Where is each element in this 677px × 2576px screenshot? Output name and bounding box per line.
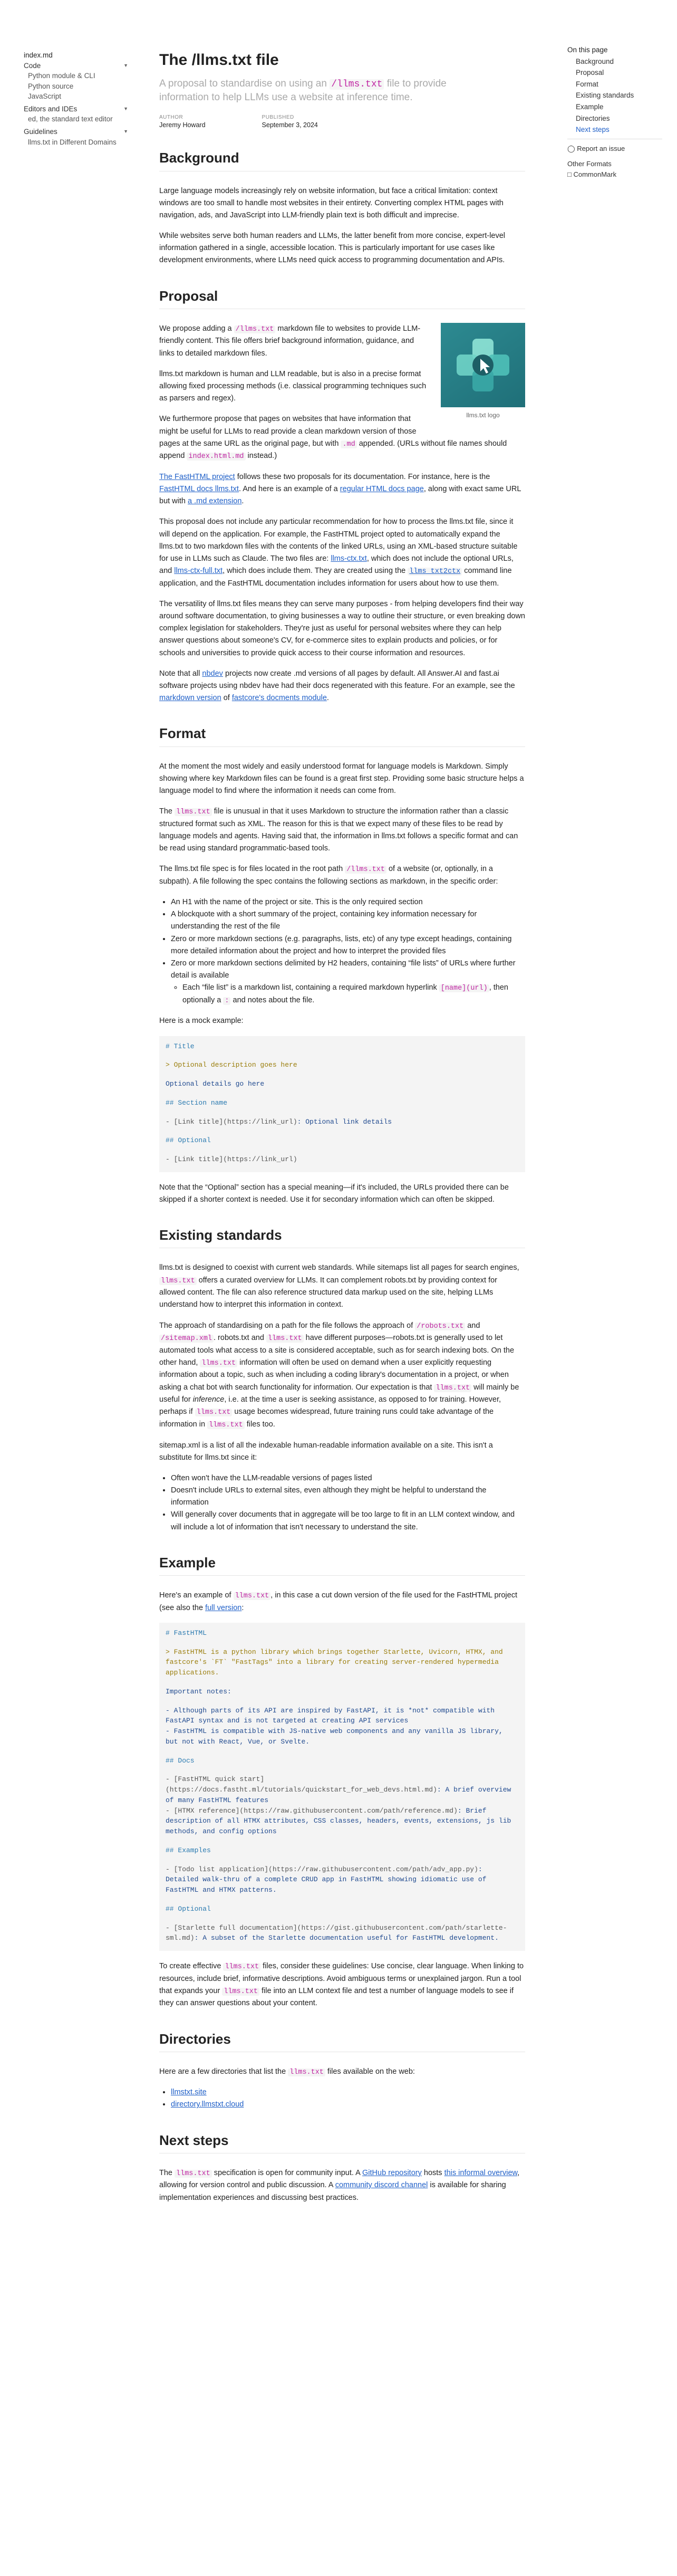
link-nbdev[interactable]: nbdev	[202, 669, 223, 678]
text: markdown file to websites to provide LLM-friendly content. This file offers brief background information, guidance, and links to detailed markdown files.	[159, 324, 421, 358]
text: command line application, and the FastHTML documentation includes information for users about how to use them.	[159, 567, 512, 588]
heading-next-steps: Next steps	[159, 2132, 525, 2153]
text: Zero or more markdown sections delimited by H2 headers, containing “file lists” of URLs where further detail is available	[171, 959, 516, 980]
subtitle-text: file to provide information to help LLMs use a website at inference time.	[159, 78, 447, 103]
text: To create effective	[159, 1962, 221, 1970]
text: .	[241, 497, 244, 506]
code-link: - [Starlette full documentation](https://gist.githubusercontent.com/path/starlette-sml.md)	[166, 1923, 507, 1942]
inline-code: llms.txt	[175, 808, 212, 816]
text: of a website (or, optionally, in a subpath). A file following the spec contains the following sections as markdown, in the specific order:	[159, 865, 498, 886]
author-label: AUTHOR	[159, 114, 183, 120]
paragraph: At the moment the most widely and easily understood format for language models is Markdown. Simply showing where key Markdown files can be found is a great first step. Providing some basic structure helps a language model to find where the information it needs can come from.	[159, 762, 524, 795]
format-list	[171, 896, 525, 1007]
link-markdown-version[interactable]: markdown version	[159, 694, 221, 703]
page-title: The /llms.txt file	[159, 51, 279, 69]
code-block-mock	[159, 1036, 525, 1172]
commonmark-link[interactable]	[567, 169, 662, 180]
text: of	[223, 694, 230, 703]
inline-code: llms.txt	[175, 2170, 212, 2178]
text: file into an LLM context file and test a number of language models to see if they can answer questions about your content.	[159, 1986, 514, 2008]
subtitle-text: A proposal to standardise on using an	[159, 78, 327, 89]
logo-icon	[451, 333, 515, 397]
toc-item-directories[interactable]: Directories	[576, 114, 610, 122]
code-block-example	[159, 1623, 525, 1951]
code-line: ## Optional	[166, 1136, 211, 1145]
code-line: ## Optional	[166, 1904, 211, 1913]
text: The llms.txt file spec is for files located in the root path	[159, 865, 343, 874]
sidebar-section-code[interactable]	[24, 61, 129, 71]
code-link: - [HTMX reference](https://raw.githubusercontent.com/path/reference.md)	[166, 1806, 458, 1815]
inline-code: llms.txt	[207, 1421, 245, 1429]
list-item: • Zero or more markdown sections (e.g. paragraphs, lists, etc) of any type except headings, containing more detailed information about the project and how to interpret the provided files	[171, 933, 525, 957]
toc-item-proposal[interactable]: Proposal	[576, 69, 604, 77]
code-line	[166, 1806, 519, 1837]
paragraph	[159, 413, 525, 463]
link-md-extension[interactable]: a .md extension	[188, 497, 242, 506]
code-note: : A brief overview of many FastHTML features	[166, 1786, 516, 1804]
text: We propose adding a	[159, 324, 232, 333]
code-link: - [FastHTML quick start](https://docs.fastht.ml/tutorials/quickstart_for_web_devs.html.md)	[166, 1775, 437, 1794]
code-line: - [Link title](https://link_url)	[166, 1155, 297, 1164]
code-line: ## Examples	[166, 1846, 211, 1854]
page-subtitle	[159, 77, 486, 104]
paragraph	[159, 1262, 525, 1311]
inline-code: /robots.txt	[415, 1323, 465, 1330]
text: , i.e. at the time a user is seeking assistance, as opposed to for training. However, perhaps if	[159, 1395, 501, 1416]
text: projects now create .md versions of all pages by default. All Answer.AI and fast.ai software projects using nbdev have had their docs regenerated with this feature. For an example, see the	[159, 669, 515, 690]
text: files available on the web:	[327, 2067, 415, 2076]
paragraph: sitemap.xml is a list of all the indexable human-readable information available on a site. This isn't a substitute for llms.txt since it:	[159, 1441, 493, 1462]
code-line: Optional details go here	[166, 1080, 265, 1088]
directories-list	[171, 2086, 525, 2111]
text: , allowing for version control and public discussion. A	[159, 2168, 520, 2190]
link-llms-ctx[interactable]: llms-ctx.txt	[331, 554, 367, 563]
inline-code: llms.txt	[288, 2069, 325, 2076]
inline-code: llms.txt	[223, 1963, 260, 1971]
commonmark-label: CommonMark	[573, 170, 617, 179]
text: and	[467, 1321, 480, 1330]
link-fastcore-docments[interactable]: fastcore's docments module	[231, 694, 327, 703]
inline-code: :	[223, 997, 230, 1005]
code-note: : Brief description of all HTMX attributes, CSS classes, headers, events, extensions, js lib methods, and config options	[166, 1806, 516, 1835]
paragraph	[159, 1320, 525, 1431]
link-llmstxt-site[interactable]: llmstxt.site	[171, 2088, 207, 2097]
text: have different purposes—robots.txt is generally used to let automated tools what access to a site is considered acceptable, such as for search indexing bots. On the other hand,	[159, 1334, 515, 1367]
code-line: - FastHTML is compatible with JS-native web components and any vanilla JS library, but not with React, Vue, or Svelte.	[166, 1727, 507, 1746]
text: inference	[192, 1395, 225, 1404]
text: and notes about the file.	[233, 995, 315, 1004]
code-line	[166, 1864, 519, 1895]
inline-code: [name](url)	[439, 984, 489, 992]
link-directory-llmstxt-cloud[interactable]: directory.llmstxt.cloud	[171, 2100, 244, 2109]
text: information will often be used on demand when a user explicitly requesting information about a topic, such as when including a coding library's documentation in a project, or when asking a chat bot with search functionality for information. Our expectation is that	[159, 1358, 509, 1392]
link-llms-ctx-full[interactable]: llms-ctx-full.txt	[174, 567, 223, 576]
inline-code: llms.txt	[195, 1409, 233, 1416]
text: , in this case a cut down version of the file used for the FastHTML project (see also the	[159, 1591, 517, 1612]
text: . robots.txt and	[214, 1334, 264, 1343]
code-note: : Optional link details	[297, 1117, 392, 1126]
inline-code: .md	[341, 440, 356, 448]
text: llms.txt is designed to coexist with current web standards. While sitemaps list all pages for search engines,	[159, 1263, 519, 1272]
paragraph	[159, 1589, 525, 1614]
inline-code: llms.txt	[222, 1988, 259, 1996]
text: .	[326, 694, 329, 703]
list-item	[182, 982, 525, 1007]
paragraph	[159, 2167, 525, 2204]
list-item: • Often won't have the LLM-readable versions of pages listed	[171, 1472, 525, 1485]
llms-txt-logo	[441, 323, 525, 407]
report-issue-label: Report an issue	[577, 144, 625, 152]
code-line: # FastHTML	[166, 1629, 207, 1637]
sidebar-item-index[interactable]: index.md	[24, 51, 53, 59]
published-date: September 3, 2024	[262, 121, 318, 129]
paragraph	[159, 516, 525, 590]
text: This proposal does not include any particular recommendation for how to process the llms.txt file, since it will depend on the application. For example, the FastHTML project opted to automatically expand the llms.txt to two markdown files with the contents of the linked URLs, using an XML-based structure suitable for use in LLMs such as Claude. The two files are:	[159, 518, 518, 563]
code-line: ## Section name	[166, 1098, 228, 1107]
heading-background: Background	[159, 150, 525, 171]
text: Here are a few directories that list the	[159, 2067, 286, 2076]
sidebar-section-guidelines[interactable]	[24, 127, 129, 137]
list-item	[171, 2086, 525, 2099]
sidebar-item-ed[interactable]: ed, the standard text editor	[28, 115, 113, 123]
heading-existing-standards: Existing standards	[159, 1227, 525, 1248]
github-icon: ◯	[567, 144, 575, 152]
code-line	[166, 1923, 519, 1944]
inline-code: /sitemap.xml	[159, 1335, 214, 1343]
paragraph	[159, 668, 525, 705]
list-item: • A blockquote with a short summary of the project, containing key information necessary for understanding the rest of the file	[171, 908, 525, 933]
toc-item-format[interactable]: Format	[576, 80, 598, 88]
link-github-repository[interactable]: GitHub repository	[362, 2168, 422, 2177]
other-formats-title: Other Formats	[567, 159, 612, 168]
paragraph	[159, 1960, 525, 2010]
code-link: - [Link title](https://link_url)	[166, 1117, 297, 1126]
code-line: > FastHTML is a python library which brings together Starlette, Uvicorn, HTMX, and fastcore's `FT` "FastTags" into a library for creating server-rendered hypermedia applications.	[166, 1648, 507, 1677]
toc-item-background[interactable]: Background	[576, 57, 614, 65]
heading-directories: Directories	[159, 2031, 525, 2052]
sidebar-section-label: Code	[24, 61, 41, 70]
link-fasthtml-project[interactable]: The FastHTML project	[159, 472, 235, 481]
link-community-discord[interactable]: community discord channel	[335, 2181, 428, 2190]
text: hosts	[423, 2168, 442, 2177]
inline-code: /llms.txt	[330, 79, 384, 90]
sidebar-item-javascript[interactable]: JavaScript	[28, 92, 62, 101]
toc-item-example[interactable]: Example	[576, 102, 604, 111]
heading-example: Example	[159, 1555, 525, 1576]
text: Note that all	[159, 669, 200, 678]
text: :	[241, 1603, 244, 1612]
text: file is unusual in that it uses Markdown to structure the information rather than a classic structured format such as XML. The reason for this is that we expect many of these files to be read by language models and agents. Having said that, the information in llms.txt follows a specific format and can be read using standard programmatic-based tools.	[159, 807, 518, 853]
published-block	[262, 114, 318, 130]
sitemap-list	[171, 1472, 525, 1534]
code-note: : A subset of the Starlette documentation useful for FastHTML development.	[194, 1934, 499, 1942]
heading-proposal: Proposal	[159, 288, 525, 309]
text: instead.)	[247, 452, 277, 461]
logo-figure	[441, 323, 525, 420]
paragraph	[159, 806, 525, 855]
text: files, consider these guidelines: Use concise, clear language. When linking to resources, include brief, informative descriptions. Avoid ambiguous terms or unexplained jargon. Run a tool that expands your	[159, 1962, 524, 1995]
code-line	[166, 1117, 519, 1127]
text: will mainly be useful for	[159, 1383, 519, 1404]
author-name: Jeremy Howard	[159, 121, 206, 129]
code-note: : Detailed walk-thru of a complete CRUD app in FastHTML showing idiomatic use of FastHTML and HTMX patterns.	[166, 1865, 491, 1894]
code-line: > Optional description goes here	[166, 1061, 297, 1069]
toc-item-existing-standards[interactable]: Existing standards	[576, 91, 634, 100]
text: , then optionally a	[182, 983, 508, 1004]
heading-format: Format	[159, 725, 525, 746]
list-item: • An H1 with the name of the project or site. This is the only required section	[171, 896, 525, 908]
list-item: • Will generally cover documents that in aggregate will be too large to fit in an LLM context window, and will include a lot of information that isn't necessary to understand the site.	[171, 1509, 525, 1533]
code-line: - Although parts of its API are inspired by FastAPI, it is *not* compatible with FastAPI syntax and is not targeted at creating API services	[166, 1706, 499, 1725]
paragraph: Note that the “Optional” section has a special meaning—if it's included, the URLs provided there can be skipped if a shorter context is needed. Use it for secondary information which can often be skipped.	[159, 1183, 509, 1204]
text: files too.	[246, 1420, 275, 1429]
code-line: # Title	[166, 1042, 195, 1050]
text: We furthermore propose that pages on websites that have information that might be useful for LLMs to read provide a clean markdown version of those pages at the same URL as the original page, but with	[159, 415, 417, 448]
link-llms-txt2ctx[interactable]: llms_txt2ctx	[408, 568, 462, 576]
paragraph	[159, 863, 525, 888]
inline-code: llms.txt	[234, 1592, 271, 1600]
text: follows these two proposals for its documentation. For instance, here is the	[237, 472, 490, 481]
sidebar-item-python-module[interactable]: Python module & CLI	[28, 72, 95, 80]
inline-code: llms.txt	[200, 1359, 237, 1367]
main-content	[159, 51, 525, 2213]
text: specification is open for community input. A	[214, 2168, 360, 2177]
link-full-version[interactable]: full version	[205, 1603, 242, 1612]
paragraph: While websites serve both human readers and LLMs, the latter benefit from more concise, expert-level information gathered in a single, accessible location. This is particularly important for use cases like development environments, where LLMs need quick access to programming documentation and APIs.	[159, 232, 506, 265]
inline-code: /llms.txt	[345, 866, 386, 874]
code-line: Important notes:	[166, 1687, 231, 1696]
paragraph: Large language models increasingly rely on website information, but face a critical limitation: context windows are too small to handle most websites in their entirety. Converting complex HTML pages with navigation, ads, and JavaScript into LLM-friendly plain text is both difficult and imprecise.	[159, 186, 504, 219]
list-item	[171, 957, 525, 1007]
list-item	[171, 2099, 525, 2111]
code-line	[166, 1774, 519, 1805]
paragraph	[159, 471, 525, 508]
inline-code: /llms.txt	[234, 325, 276, 333]
text: Each “file list” is a markdown list, containing a required markdown hyperlink	[182, 983, 437, 992]
paragraph: Here is a mock example:	[159, 1017, 244, 1026]
paragraph: llms.txt markdown is human and LLM readable, but is also in a precise format allowing fixed processing methods (i.e. classical programming techniques such as parsers and regex).	[159, 369, 427, 403]
chevron-down-icon: ▼	[123, 106, 128, 112]
table-of-contents	[567, 44, 662, 180]
toc-title: On this page	[567, 46, 608, 54]
inline-code: index.html.md	[187, 453, 245, 461]
chevron-down-icon: ▼	[123, 129, 128, 135]
author-block	[159, 114, 206, 130]
inline-code: llms.txt	[159, 1277, 197, 1285]
link-regular-html-page[interactable]: regular HTML docs page	[340, 485, 424, 493]
code-line: ## Docs	[166, 1756, 195, 1765]
link-informal-overview[interactable]: this informal overview	[444, 2168, 518, 2177]
text: The	[159, 807, 172, 816]
link-fasthtml-llms-txt[interactable]: FastHTML docs llms.txt	[159, 485, 239, 493]
paragraph	[159, 2066, 525, 2079]
text: The	[159, 2168, 172, 2177]
published-label: PUBLISHED	[262, 114, 294, 120]
text: is available for sharing implementation experiences and discussing best practices.	[159, 2181, 506, 2202]
text: , which does not include the optional URLs, and	[159, 554, 514, 576]
text: offers a curated overview for LLMs. It can complement robots.txt by providing context for allowed content. The file can also reference structured data markup used on the site, helping LLMs understand how to interpret this information in context.	[159, 1276, 498, 1309]
sidebar-section-label: Guidelines	[24, 127, 57, 136]
sidebar-nav	[24, 50, 129, 147]
text: Here's an example of	[159, 1591, 231, 1600]
report-issue-link[interactable]	[567, 143, 662, 155]
toc-item-next-steps[interactable]: Next steps	[576, 126, 610, 134]
logo-caption: llms.txt logo	[466, 411, 500, 419]
sidebar-item-domains[interactable]: llms.txt in Different Domains	[28, 138, 117, 146]
file-icon: □	[567, 170, 572, 179]
sidebar-section-label: Editors and IDEs	[24, 104, 78, 113]
page-meta	[159, 114, 525, 130]
text: usage becomes widespread, future training runs could take advantage of the information in	[159, 1407, 494, 1429]
list-item: • Doesn't include URLs to external sites, even although they might be helpful to understand the information	[171, 1485, 525, 1509]
paragraph: The versatility of llms.txt files means they can serve many purposes - from helping developers find their way around software documentation, to giving businesses a way to outline their structure, or even breaking down complex legislation for stakeholders. They're just as useful for personal websites where they can help answer questions about someone's CV, for e-commerce sites to explain products and policies, or for schools and universities to provide quick access to their course information and resources.	[159, 599, 525, 657]
sidebar-section-editors[interactable]	[24, 104, 129, 114]
text: The approach of standardising on a path for the file follows the approach of	[159, 1321, 413, 1330]
code-link: - [Todo list application](https://raw.githubusercontent.com/path/adv_app.py)	[166, 1865, 478, 1873]
chevron-down-icon: ▼	[123, 62, 128, 68]
text: appended. (URLs without file names should append	[159, 439, 507, 461]
inline-code: llms.txt	[434, 1384, 471, 1392]
sidebar-item-python-source[interactable]: Python source	[28, 82, 74, 90]
text: , which does include them. They are created using the	[223, 567, 406, 576]
text: , along with exact same URL but with	[159, 485, 521, 506]
inline-code: llms.txt	[266, 1335, 304, 1343]
text: . And here is an example of a	[238, 485, 338, 493]
